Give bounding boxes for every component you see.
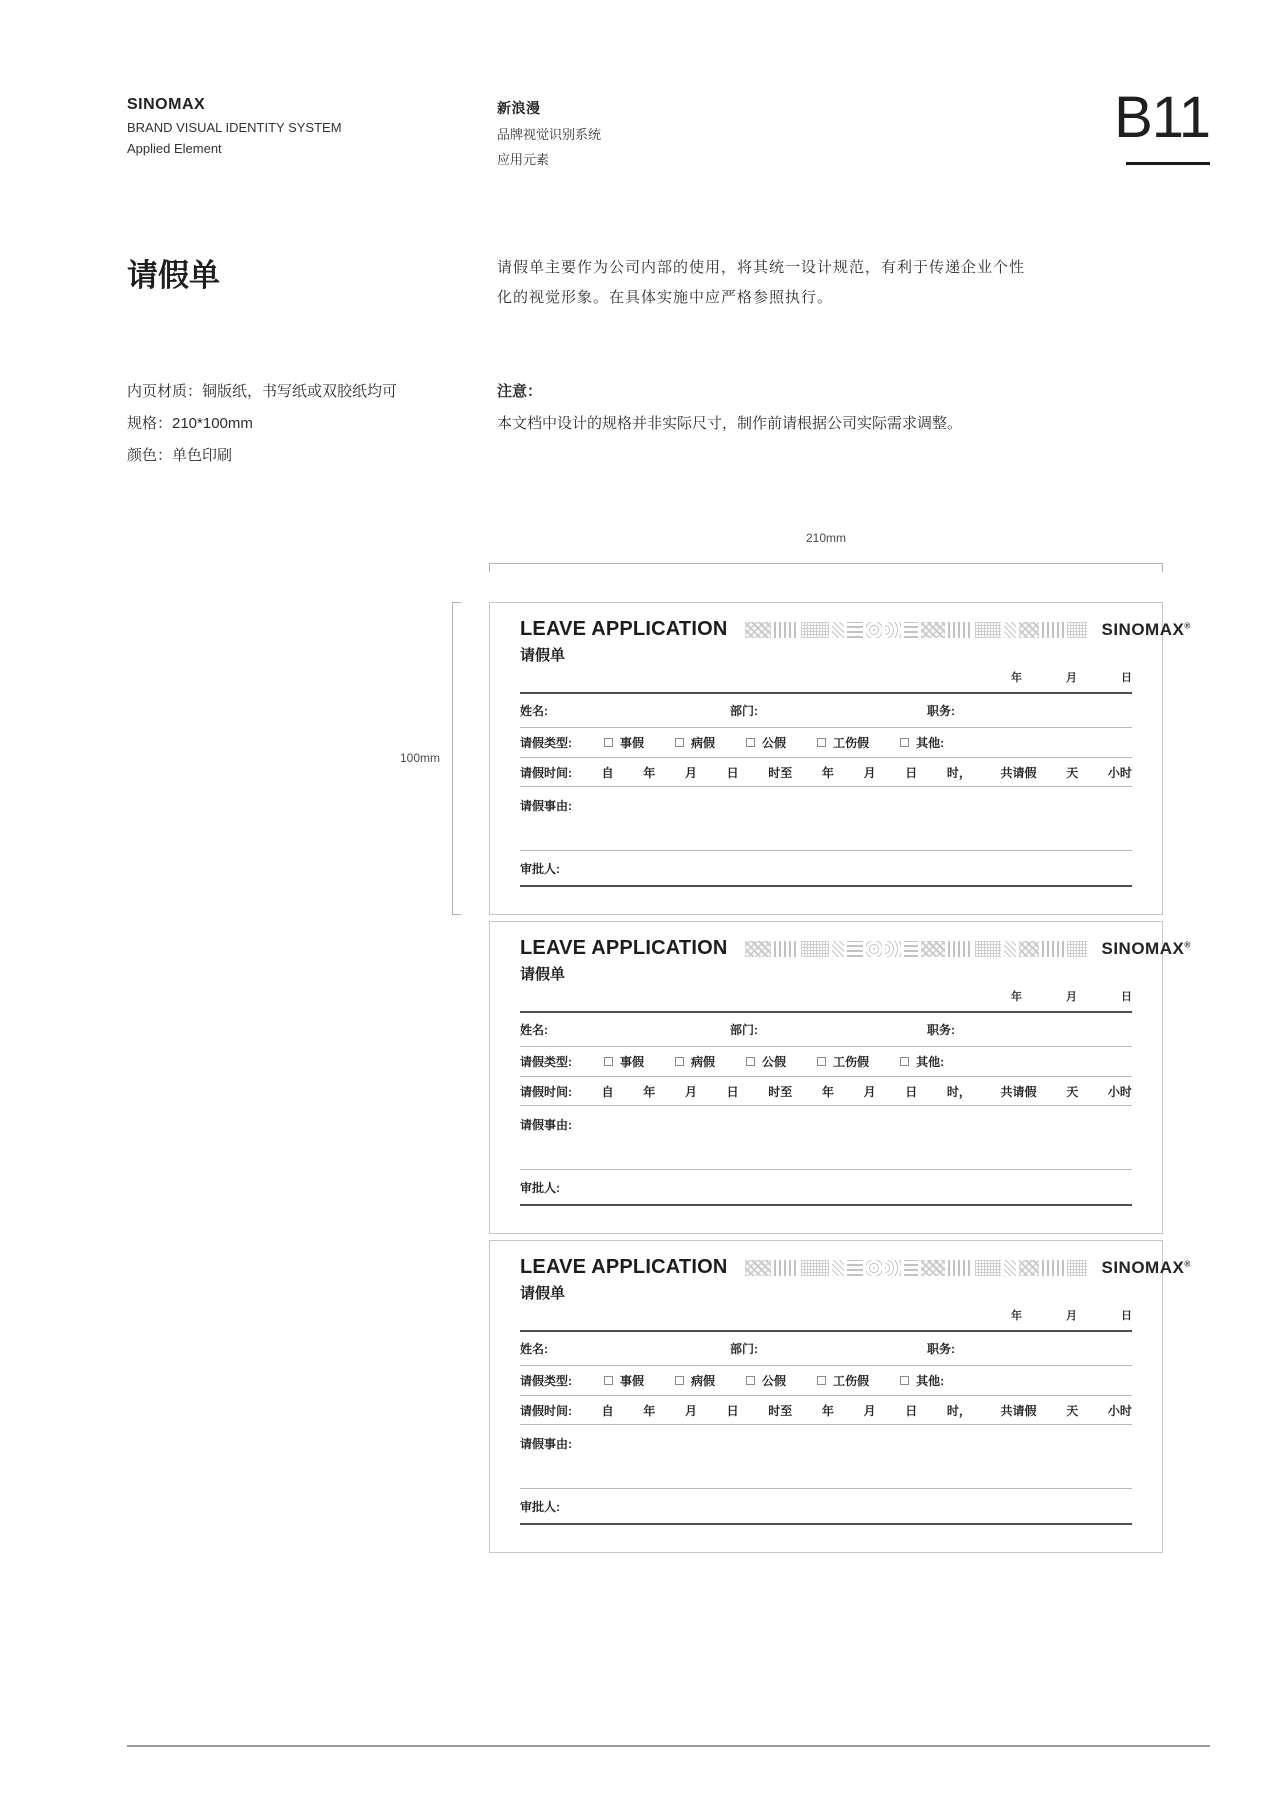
sinomax-logo: SINOMAX® (1101, 619, 1191, 639)
pattern-segment (866, 1260, 882, 1276)
checkbox-icon (604, 1376, 613, 1385)
card-body (520, 1013, 1132, 1206)
leave-type-option: 工伤假 (817, 1053, 869, 1070)
page-title: 请假单 (127, 258, 220, 293)
leave-type-label: 请假类型: (520, 736, 572, 750)
leave-time-label: 请假时间: (520, 1084, 572, 1099)
system-name-cn: 品牌视觉识别系统 (497, 127, 602, 142)
leave-form-card (489, 602, 1191, 915)
leave-type-option: 事假 (604, 1053, 644, 1070)
leave-reason-label: 请假事由: (520, 799, 572, 813)
pattern-segment (975, 941, 1001, 957)
leave-form-cards (489, 602, 1191, 1553)
pattern-segment (1042, 622, 1064, 638)
sinomax-logo: SINOMAX® (1101, 1257, 1191, 1277)
header-left (127, 96, 342, 156)
pattern-segment (774, 941, 798, 957)
page-code-underline (1126, 162, 1210, 165)
leave-time-label: 请假时间: (520, 1403, 572, 1418)
date-year-label: 年 (1011, 1310, 1022, 1322)
name-label: 姓名: (520, 1342, 548, 1356)
position-label: 职务: (927, 1342, 955, 1356)
date-day-label: 日 (1121, 991, 1132, 1003)
pattern-segment (948, 1260, 972, 1276)
card-header (520, 603, 1191, 694)
pattern-segment (847, 1260, 863, 1276)
spec-color: 颜色：单色印刷 (127, 447, 233, 464)
leave-reason-row (520, 1425, 1132, 1489)
checkbox-icon (817, 1057, 826, 1066)
form-title-en: LEAVE APPLICATION (520, 618, 728, 640)
pattern-segment (1067, 1260, 1087, 1276)
card-header (520, 922, 1191, 1013)
leave-type-option: 其他: (900, 1053, 944, 1070)
department-label: 部门: (730, 1023, 758, 1037)
date-month-label: 月 (1066, 991, 1077, 1003)
date-row (520, 669, 1132, 692)
checkbox-icon (604, 1057, 613, 1066)
leave-form-card (489, 921, 1191, 1234)
leave-time-row: 请假时间: 自 年 月 日 时至 年 月 日 时， 共请假 天 小时 (520, 758, 1132, 787)
registered-mark: ® (1184, 620, 1191, 630)
pattern-strip-icon (745, 941, 1087, 957)
pattern-segment (921, 622, 945, 638)
pattern-segment (975, 622, 1001, 638)
pattern-strip-icon (745, 622, 1087, 638)
leave-reason-row (520, 787, 1132, 851)
registered-mark: ® (1184, 939, 1191, 949)
leave-reason-row (520, 1106, 1132, 1170)
approver-label: 审批人: (520, 1180, 560, 1195)
pattern-segment (774, 622, 798, 638)
date-row (520, 988, 1132, 1011)
leave-type-row (520, 1047, 1132, 1077)
form-title-cn: 请假单 (520, 647, 566, 664)
leave-type-option: 病假 (675, 1053, 715, 1070)
pattern-segment (1042, 941, 1064, 957)
pattern-segment (885, 1260, 901, 1276)
name-label: 姓名: (520, 704, 548, 718)
position-label: 职务: (927, 1023, 955, 1037)
description-line2: 化的视觉形象。在具体实施中应严格参照执行。 (497, 289, 834, 306)
checkbox-icon (900, 1376, 909, 1385)
pattern-segment (1019, 941, 1039, 957)
form-title-en: LEAVE APPLICATION (520, 1256, 728, 1278)
pattern-segment (1019, 1260, 1039, 1276)
date-month-label: 月 (1066, 672, 1077, 684)
pattern-segment (832, 1260, 844, 1276)
checkbox-icon (746, 1376, 755, 1385)
section-name-cn: 应用元素 (497, 152, 550, 167)
date-row (520, 1307, 1132, 1330)
checkbox-icon (675, 1376, 684, 1385)
form-title-cn: 请假单 (520, 966, 566, 983)
leave-reason-label: 请假事由: (520, 1118, 572, 1132)
name-label: 姓名: (520, 1023, 548, 1037)
pattern-segment (885, 941, 901, 957)
date-year-label: 年 (1011, 991, 1022, 1003)
description-line1: 请假单主要作为公司内部的使用，将其统一设计规范，有利于传递企业个性 (497, 259, 1026, 276)
date-day-label: 日 (1121, 1310, 1132, 1322)
name-dept-title-row (520, 1332, 1132, 1366)
pattern-segment (1019, 622, 1039, 638)
leave-type-option: 公假 (746, 1053, 786, 1070)
pattern-segment (1042, 1260, 1064, 1276)
pattern-segment (1004, 941, 1016, 957)
approver-label: 审批人: (520, 861, 560, 876)
pattern-segment (832, 941, 844, 957)
approver-row (520, 1170, 1132, 1206)
footer-divider (127, 1745, 1210, 1747)
leave-type-label: 请假类型: (520, 1374, 572, 1388)
checkbox-icon (817, 738, 826, 747)
dimension-width-bracket (489, 563, 1163, 572)
leave-type-row (520, 1366, 1132, 1396)
name-dept-title-row (520, 694, 1132, 728)
pattern-segment (921, 1260, 945, 1276)
checkbox-icon (604, 738, 613, 747)
checkbox-icon (675, 1057, 684, 1066)
leave-type-label: 请假类型: (520, 1055, 572, 1069)
leave-time-row: 请假时间: 自 年 月 日 时至 年 月 日 时， 共请假 天 小时 (520, 1396, 1132, 1425)
approver-row (520, 1489, 1132, 1525)
pattern-segment (948, 941, 972, 957)
registered-mark: ® (1184, 1258, 1191, 1268)
pattern-segment (866, 622, 882, 638)
notice-label: 注意： (497, 383, 543, 400)
leave-type-option: 事假 (604, 734, 644, 751)
pattern-segment (921, 941, 945, 957)
leave-type-option: 其他: (900, 1372, 944, 1389)
card-body (520, 1332, 1132, 1525)
brand-name-cn: 新浪漫 (497, 100, 541, 116)
pattern-segment (1004, 1260, 1016, 1276)
checkbox-icon (900, 738, 909, 747)
sinomax-logo: SINOMAX® (1101, 938, 1191, 958)
pattern-segment (866, 941, 882, 957)
pattern-segment (885, 622, 901, 638)
dimension-width-label: 210mm (805, 531, 846, 545)
notice-text: 本文档中设计的规格并非实际尺寸，制作前请根据公司实际需求调整。 (497, 415, 963, 432)
pattern-segment (745, 941, 771, 957)
dimension-height-label: 100mm (399, 751, 440, 765)
name-dept-title-row (520, 1013, 1132, 1047)
pattern-segment (1067, 622, 1087, 638)
date-year-label: 年 (1011, 672, 1022, 684)
pattern-segment (904, 622, 918, 638)
form-title-en: LEAVE APPLICATION (520, 937, 728, 959)
leave-time-label: 请假时间: (520, 765, 572, 780)
pattern-segment (774, 1260, 798, 1276)
leave-type-row (520, 728, 1132, 758)
card-body (520, 694, 1132, 887)
pattern-segment (847, 622, 863, 638)
pattern-segment (904, 1260, 918, 1276)
header-mid (497, 98, 601, 168)
pattern-segment (832, 622, 844, 638)
date-month-label: 月 (1066, 1310, 1077, 1322)
checkbox-icon (746, 1057, 755, 1066)
checkbox-icon (900, 1057, 909, 1066)
leave-type-option: 病假 (675, 734, 715, 751)
pattern-strip-icon (745, 1260, 1087, 1276)
spec-material: 内页材质：铜版纸，书写纸或双胶纸均可 (127, 383, 398, 400)
pattern-segment (801, 1260, 829, 1276)
leave-type-option: 工伤假 (817, 734, 869, 751)
dimension-height-bracket (452, 602, 461, 915)
checkbox-icon (817, 1376, 826, 1385)
leave-type-option: 公假 (746, 1372, 786, 1389)
pattern-segment (847, 941, 863, 957)
leave-type-option: 公假 (746, 734, 786, 751)
date-day-label: 日 (1121, 672, 1132, 684)
section-name-en: Applied Element (127, 141, 222, 156)
approver-label: 审批人: (520, 1499, 560, 1514)
form-title-cn: 请假单 (520, 1285, 566, 1302)
spec-list (127, 376, 397, 472)
spec-size: 规格：210*100mm (127, 415, 253, 432)
checkbox-icon (675, 738, 684, 747)
notice (497, 376, 962, 440)
pattern-segment (801, 622, 829, 638)
pattern-segment (904, 941, 918, 957)
approver-row (520, 851, 1132, 887)
position-label: 职务: (927, 704, 955, 718)
leave-type-option: 病假 (675, 1372, 715, 1389)
leave-reason-label: 请假事由: (520, 1437, 572, 1451)
leave-form-card (489, 1240, 1191, 1553)
leave-time-row: 请假时间: 自 年 月 日 时至 年 月 日 时， 共请假 天 小时 (520, 1077, 1132, 1106)
brand-name-en: SINOMAX (127, 96, 206, 113)
pattern-segment (745, 1260, 771, 1276)
leave-type-option: 其他: (900, 734, 944, 751)
description (497, 253, 1025, 313)
pattern-segment (1067, 941, 1087, 957)
pattern-segment (975, 1260, 1001, 1276)
pattern-segment (948, 622, 972, 638)
system-name-en: BRAND VISUAL IDENTITY SYSTEM (127, 120, 342, 135)
pattern-segment (1004, 622, 1016, 638)
pattern-segment (745, 622, 771, 638)
pattern-segment (801, 941, 829, 957)
card-header (520, 1241, 1191, 1332)
leave-type-option: 工伤假 (817, 1372, 869, 1389)
department-label: 部门: (730, 704, 758, 718)
leave-type-option: 事假 (604, 1372, 644, 1389)
page-code: B11 (1114, 85, 1210, 150)
department-label: 部门: (730, 1342, 758, 1356)
checkbox-icon (746, 738, 755, 747)
